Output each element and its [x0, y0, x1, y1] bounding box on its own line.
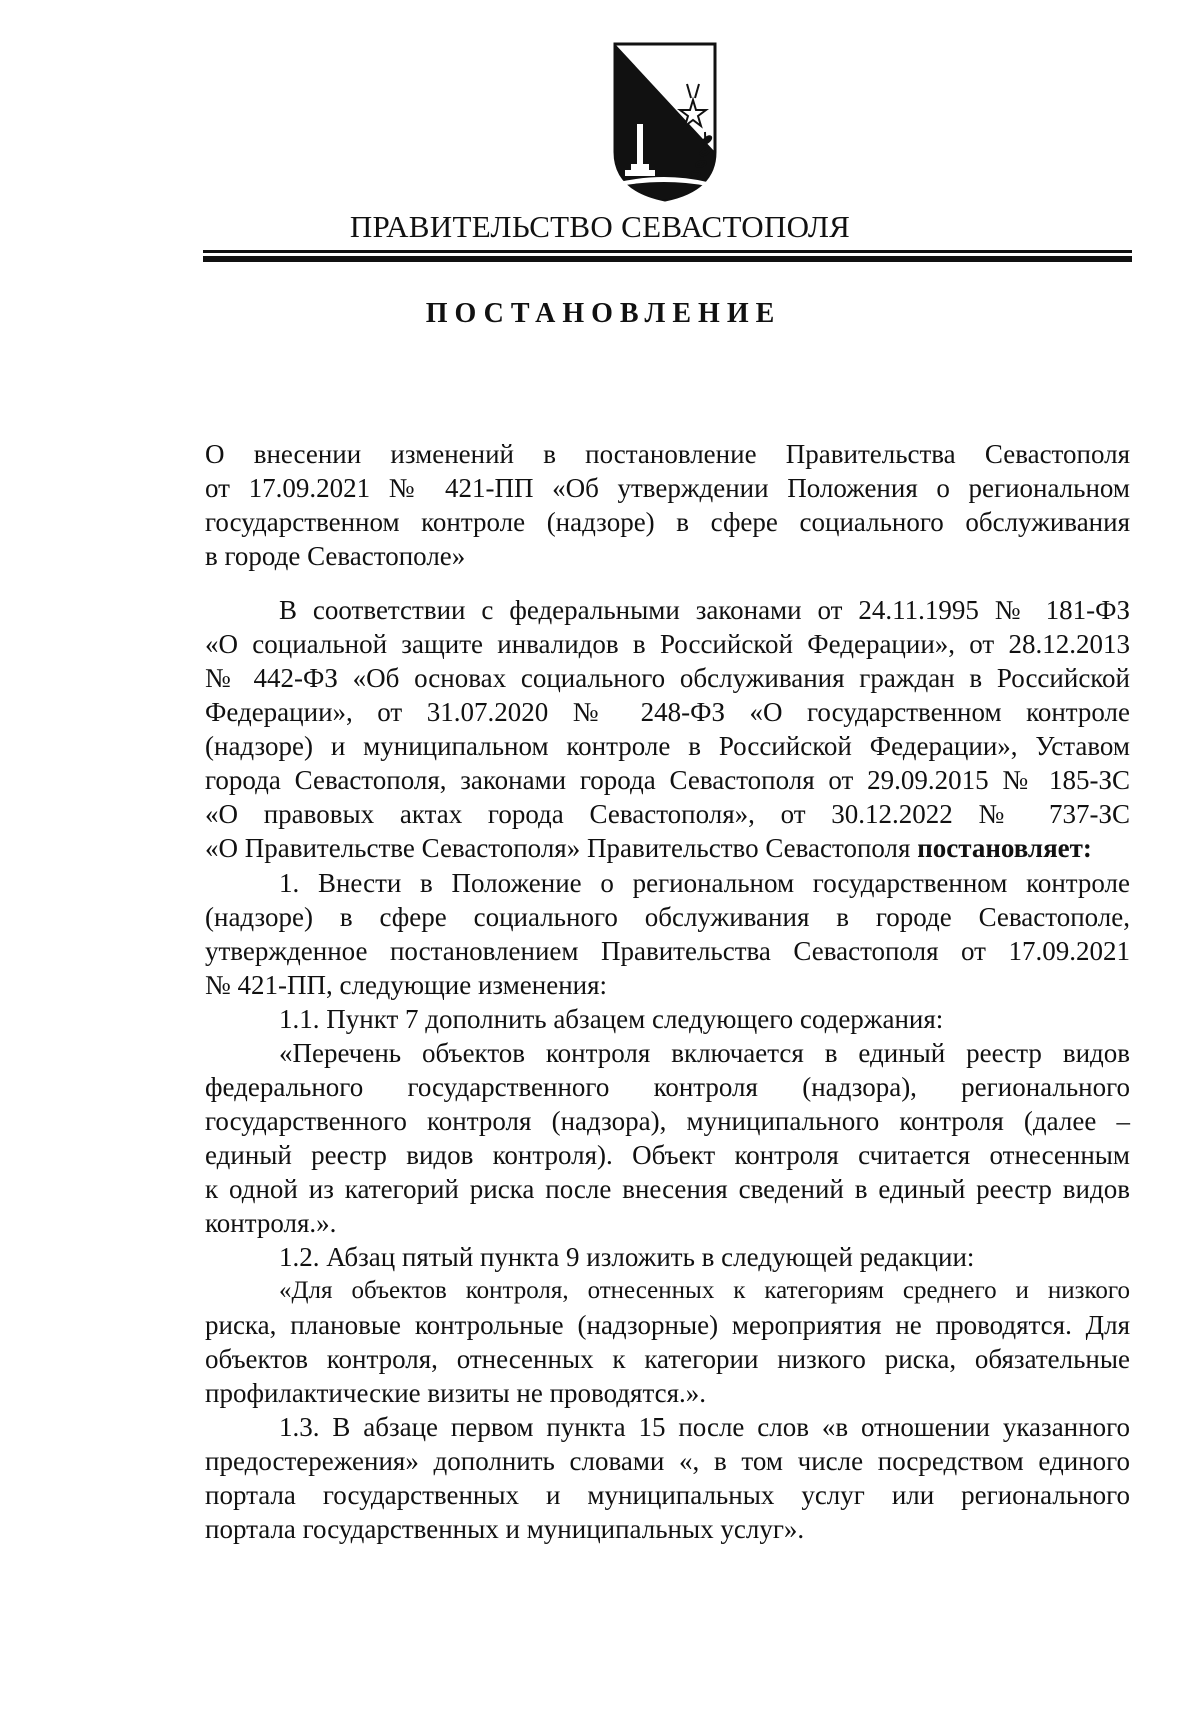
preamble [205, 593, 1130, 865]
document-type: ПОСТАНОВЛЕНИЕ [425, 298, 782, 329]
title-line: от 17.09.2021 № 421-ПП «Об утверждении Положения о региональном [205, 473, 1130, 503]
item-1 [205, 866, 1130, 1002]
item-1-2 [205, 1240, 1130, 1410]
item-1-1-line: государственного контроля (надзора), муниципального контроля (далее – [205, 1106, 1130, 1136]
preamble-line: (надзоре) и муниципальном контроле в Российской Федерации», Уставом [205, 731, 1130, 761]
item-1-1-heading: 1.1. Пункт 7 дополнить абзацем следующего содержания: [279, 1004, 944, 1034]
organization-name: ПРАВИТЕЛЬСТВО СЕВАСТОПОЛЯ [349, 209, 851, 244]
item-1-1-line: к одной из категорий риска после внесения сведений в единый реестр видов [205, 1174, 1130, 1204]
preamble-last-text: «О Правительстве Севастополя» Правительство Севастополя [205, 833, 911, 863]
item-1-1-line: единый реестр видов контроля). Объект контроля считается отнесенным [205, 1140, 1130, 1170]
item-1-line: (надзоре) в сфере социального обслуживания в городе Севастополе, [205, 902, 1130, 932]
item-1-line: № 421-ПП, следующие изменения: [205, 970, 608, 1000]
title-line: государственном контроле (надзоре) в сфере социального обслуживания [205, 507, 1130, 537]
preamble-line: В соответствии с федеральными законами от 24.11.1995 № 181-ФЗ [279, 595, 1130, 625]
item-1-3-line: 1.3. В абзаце первом пункта 15 после слов «в отношении указанного [279, 1412, 1130, 1442]
item-1-2-line: профилактические визиты не проводятся.». [205, 1378, 706, 1408]
item-1-1 [205, 1002, 1130, 1240]
document-title [205, 437, 1130, 573]
item-1-1-line: контроля.». [205, 1208, 337, 1238]
header-divider-thin [203, 250, 1132, 253]
item-1-2-line: риска, плановые контрольные (надзорные) мероприятия не проводятся. Для [205, 1310, 1130, 1340]
item-1-2-heading: 1.2. Абзац пятый пункта 9 изложить в следующей редакции: [279, 1242, 975, 1272]
item-1-3-line: предостережения» дополнить словами «, в том числе посредством единого [205, 1446, 1130, 1476]
header-divider-thick [203, 256, 1132, 262]
item-1-line: утвержденное постановлением Правительства Севастополя от 17.09.2021 [205, 936, 1130, 966]
sevastopol-coat-of-arms-icon [609, 40, 721, 204]
item-1-1-line: «Перечень объектов контроля включается в единый реестр видов [279, 1038, 1130, 1068]
item-1-3 [205, 1410, 1130, 1546]
item-1-1-line: федерального государственного контроля (надзора), регионального [205, 1072, 1130, 1102]
title-line: в городе Севастополе» [205, 541, 466, 571]
preamble-line: Федерации», от 31.07.2020 № 248-ФЗ «О государственном контроле [205, 697, 1130, 727]
item-1-2-line: «Для объектов контроля, отнесенных к категориям среднего и низкого [279, 1277, 1130, 1304]
preamble-line: № 442-ФЗ «Об основах социального обслуживания граждан в Российской [205, 663, 1130, 693]
resolves-keyword: постановляет: [917, 833, 1092, 863]
preamble-line: города Севастополя, законами города Севастополя от 29.09.2015 № 185-ЗС [205, 765, 1130, 795]
preamble-line: «О социальной защите инвалидов в Российской Федерации», от 28.12.2013 [205, 629, 1130, 659]
preamble-line: «О правовых актах города Севастополя», от 30.12.2022 № 737-ЗС [205, 799, 1130, 829]
preamble-last-line [205, 831, 1130, 865]
item-1-3-line: портала государственных и муниципальных услуг». [205, 1514, 805, 1544]
item-1-line: 1. Внести в Положение о региональном государственном контроле [279, 868, 1130, 898]
item-1-3-line: портала государственных и муниципальных услуг или регионального [205, 1480, 1130, 1510]
item-1-2-line: объектов контроля, отнесенных к категории низкого риска, обязательные [205, 1344, 1130, 1374]
title-line: О внесении изменений в постановление Правительства Севастополя [205, 439, 1130, 469]
